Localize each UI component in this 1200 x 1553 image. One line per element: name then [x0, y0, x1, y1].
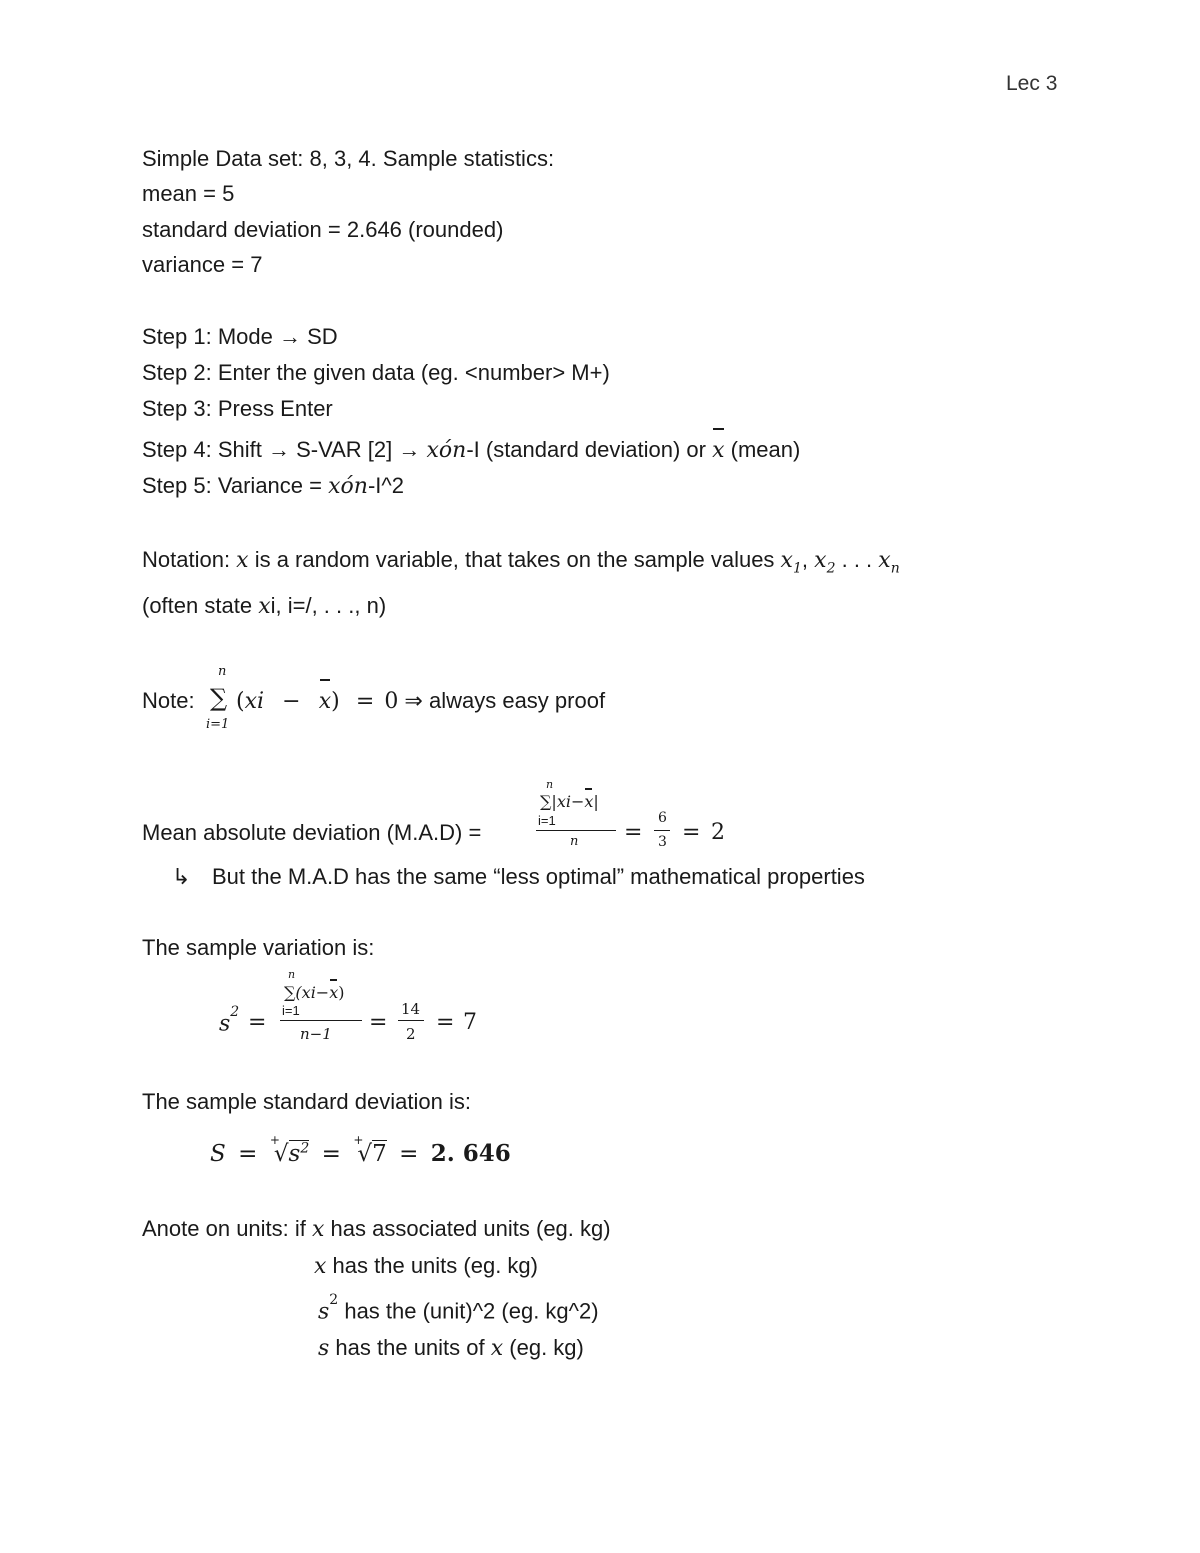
mad-denominator: n [570, 834, 579, 849]
notation-label: Notation: [142, 547, 237, 572]
note-minus: − [282, 689, 301, 714]
mad-frac-num: 6 [658, 810, 667, 826]
notation-l2-suffix: i, i=/, . . ., n) [270, 593, 387, 618]
mad-note: But the M.A.D has the same “less optimal” mathematical properties [212, 864, 865, 889]
variation-title: The sample variation is: [142, 935, 375, 960]
mad-label: Mean absolute deviation (M.A.D) = [142, 820, 482, 845]
mad-bar-open: | [551, 792, 557, 811]
units-l4-s: s [318, 1336, 330, 1361]
variation-num-close: ) [338, 983, 345, 1002]
units-l4-text: has the units of [329, 1335, 491, 1360]
variation-s-sup: 2 [230, 1004, 240, 1020]
variation-eq-1: = [248, 1010, 267, 1035]
stddev-eq-3: = [399, 1141, 419, 1167]
variation-eq-3: = [436, 1010, 455, 1035]
note-eq: = [355, 689, 375, 714]
note-paren-open: ( [236, 689, 245, 714]
mad-minus: − [570, 792, 585, 811]
units-l1-x: x [312, 1217, 325, 1242]
stddev-root-1: √ [273, 1141, 289, 1167]
step-5-suffix: -I^2 [367, 473, 404, 498]
step-4-suffix: (mean) [724, 437, 801, 462]
notation-comma: , [801, 547, 809, 572]
notation-x: x [236, 548, 249, 573]
units-l2-text: has the units (eg. kg) [326, 1253, 538, 1278]
notation-subn: n [890, 560, 900, 577]
dataset-line: Simple Data set: 8, 3, 4. Sample statistics: [142, 146, 555, 171]
note-tail: ⇒ always easy proof [398, 688, 606, 713]
step-5-prefix: Step 5: Variance = [142, 473, 329, 498]
variation-num: (xi− [295, 983, 330, 1002]
variation-frac-num: 14 [401, 1000, 421, 1018]
units-l4-suffix: (eg. kg) [503, 1335, 584, 1360]
stddev-plus-1: + [269, 1133, 280, 1148]
step-4-xbar: x [712, 438, 725, 463]
step-1: Step 1: Mode → SD [142, 324, 338, 349]
mad-result: 2 [711, 820, 725, 845]
mad-xi: xi [556, 792, 571, 811]
variation-sum-bottom: i=1 [282, 1003, 300, 1018]
note-zero: 0 [384, 689, 399, 714]
notation-line-2 [142, 593, 386, 619]
stddev-title: The sample standard deviation is: [142, 1089, 471, 1114]
stddev-s [289, 1140, 310, 1167]
stddev-eq-1: = [238, 1141, 258, 1167]
variation-xbar: x [329, 983, 339, 1002]
stddev-result: 2. 646 [430, 1140, 511, 1167]
note-expression [236, 688, 605, 714]
variation-sigma: ∑ [284, 983, 296, 1002]
stddev-s-letter: s [288, 1141, 301, 1167]
units-line-1 [142, 1216, 611, 1242]
step-2: Step 2: Enter the given data (eg. <number> M+) [142, 360, 610, 385]
mad-sum-top: n [546, 778, 554, 791]
note-xbar: x [318, 689, 332, 714]
units-l1-prefix: Anote on units: if [142, 1216, 312, 1241]
variance-line: variance = 7 [142, 252, 263, 277]
mad-fraction-line [536, 830, 616, 831]
variation-s [219, 1004, 240, 1037]
mad-xbar: x [584, 792, 594, 811]
notation-x2: x [814, 548, 827, 573]
variation-frac-den: 2 [406, 1025, 416, 1043]
variation-result: 7 [463, 1010, 477, 1035]
notation-x1: x [780, 548, 793, 573]
units-l3-text: has the (unit)^2 (eg. kg^2) [338, 1298, 599, 1324]
mad-bar-close: | [593, 792, 599, 811]
note-xi: xi [244, 689, 265, 714]
step-4-mid: -I (standard deviation) or [466, 437, 713, 462]
stddev-root-2: √ [357, 1141, 373, 1167]
units-l1-suffix: has associated units (eg. kg) [324, 1216, 611, 1241]
notation-sub1: 1 [792, 560, 802, 577]
notation-xn: x [878, 548, 891, 573]
step-3: Step 3: Press Enter [142, 396, 333, 421]
notation-dots: . . . [835, 547, 879, 572]
mad-sigma: ∑ [540, 792, 552, 811]
note-sum-top: n [218, 664, 227, 679]
units-l3-sup: 2 [329, 1292, 339, 1308]
mad-arrow-icon: ↳ [172, 864, 191, 889]
mad-sum-bottom: i=1 [538, 813, 556, 828]
stddev-seven: 7 [372, 1141, 387, 1167]
mean-line: mean = 5 [142, 181, 235, 206]
mad-frac-den: 3 [658, 834, 667, 850]
variation-sum-top: n [288, 968, 296, 981]
note-sum-bottom: i=1 [206, 717, 230, 732]
step-4-var: xón [426, 438, 467, 463]
step-5 [142, 473, 404, 499]
units-l4-x: x [490, 1336, 504, 1361]
variation-s-letter: s [219, 1011, 231, 1037]
notation-line [142, 547, 900, 576]
units-line-3 [318, 1292, 599, 1325]
stddev-line: standard deviation = 2.646 (rounded) [142, 217, 504, 242]
stddev-s-sup: 2 [300, 1140, 310, 1157]
variation-denominator: n−1 [300, 1025, 332, 1043]
notation-sub2: 2 [826, 560, 836, 577]
mad-frac-line-2 [654, 830, 670, 831]
notation-l2-prefix: (often state [142, 593, 259, 618]
units-line-2 [314, 1253, 538, 1279]
units-l3-s: s [318, 1299, 330, 1325]
units-line-4 [318, 1335, 584, 1361]
stddev-plus-2: + [353, 1133, 364, 1148]
note-sigma: ∑ [210, 684, 228, 712]
variation-fraction-line [280, 1020, 362, 1021]
stddev-S: S [210, 1141, 226, 1167]
step-4-prefix: Step 4: Shift → S-VAR [2] → [142, 437, 427, 462]
step-4 [142, 437, 800, 463]
step-5-var: xón [328, 474, 368, 499]
units-l2-x: x [314, 1254, 327, 1279]
variation-frac-line-2 [398, 1020, 424, 1021]
variation-numerator [284, 983, 345, 1003]
mad-numerator [540, 792, 599, 812]
mad-eq-1: = [624, 820, 643, 845]
page-header: Lec 3 [1006, 72, 1058, 95]
note-paren-close: ) [331, 689, 340, 714]
note-label: Note: [142, 688, 195, 713]
variation-eq-2: = [369, 1010, 388, 1035]
notation-text: is a random variable, that takes on the sample values [248, 547, 781, 572]
stddev-equation [210, 1133, 511, 1167]
notation-l2-x: x [258, 594, 271, 619]
mad-eq-2: = [682, 820, 701, 845]
stddev-eq-2: = [321, 1141, 341, 1167]
